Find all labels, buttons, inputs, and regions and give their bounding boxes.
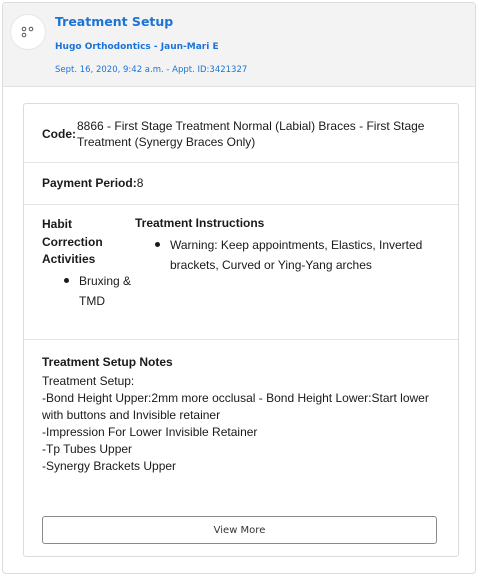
instructions-title: Treatment Instructions (135, 216, 265, 230)
card-header (3, 3, 475, 87)
payment-value: 8 (136, 176, 144, 190)
notes-title: Treatment Setup Notes (42, 355, 173, 369)
list-item-text: Warning: Keep appointments, Elastics, Inverted brackets, Curved or Ying-Yang arches (170, 238, 423, 272)
payment-period (42, 176, 143, 190)
list-item (64, 271, 144, 311)
note-line: -Impression For Lower Invisible Retainer (42, 425, 258, 439)
note-line: -Synergy Brackets Upper (42, 459, 177, 473)
page-title[interactable]: Treatment Setup (55, 14, 174, 29)
notes-body (42, 373, 452, 475)
dots-icon (10, 14, 46, 50)
details-panel (23, 103, 459, 557)
bullet-icon (155, 242, 160, 247)
habit-list (64, 271, 144, 311)
list-item-text: Bruxing & TMD (79, 274, 132, 308)
note-line: -Bond Height Upper:2mm more occlusal - Bond Height Lower:Start lower with buttons and Invisible retainer (42, 391, 429, 422)
code-value: 8866 - First Stage Treatment Normal (Labial) Braces - First Stage Treatment (Synergy Braces Only) (77, 119, 425, 149)
instructions-list (155, 235, 455, 275)
list-item (155, 235, 455, 275)
payment-label: Payment Period: (42, 176, 137, 190)
view-more-button[interactable]: View More (42, 516, 437, 544)
appointment-meta[interactable]: Sept. 16, 2020, 9:42 a.m. - Appt. ID:3421327 (55, 65, 248, 75)
practice-patient-link[interactable]: Hugo Orthodontics - Jaun-Mari E (55, 42, 219, 52)
note-line: Treatment Setup: (42, 374, 135, 388)
habit-title: Habit Correction Activities (42, 217, 103, 266)
treatment-setup-card (2, 2, 476, 574)
bullet-icon (64, 278, 69, 283)
code-label: Code: (42, 127, 76, 141)
note-line: -Tp Tubes Upper (42, 442, 133, 456)
